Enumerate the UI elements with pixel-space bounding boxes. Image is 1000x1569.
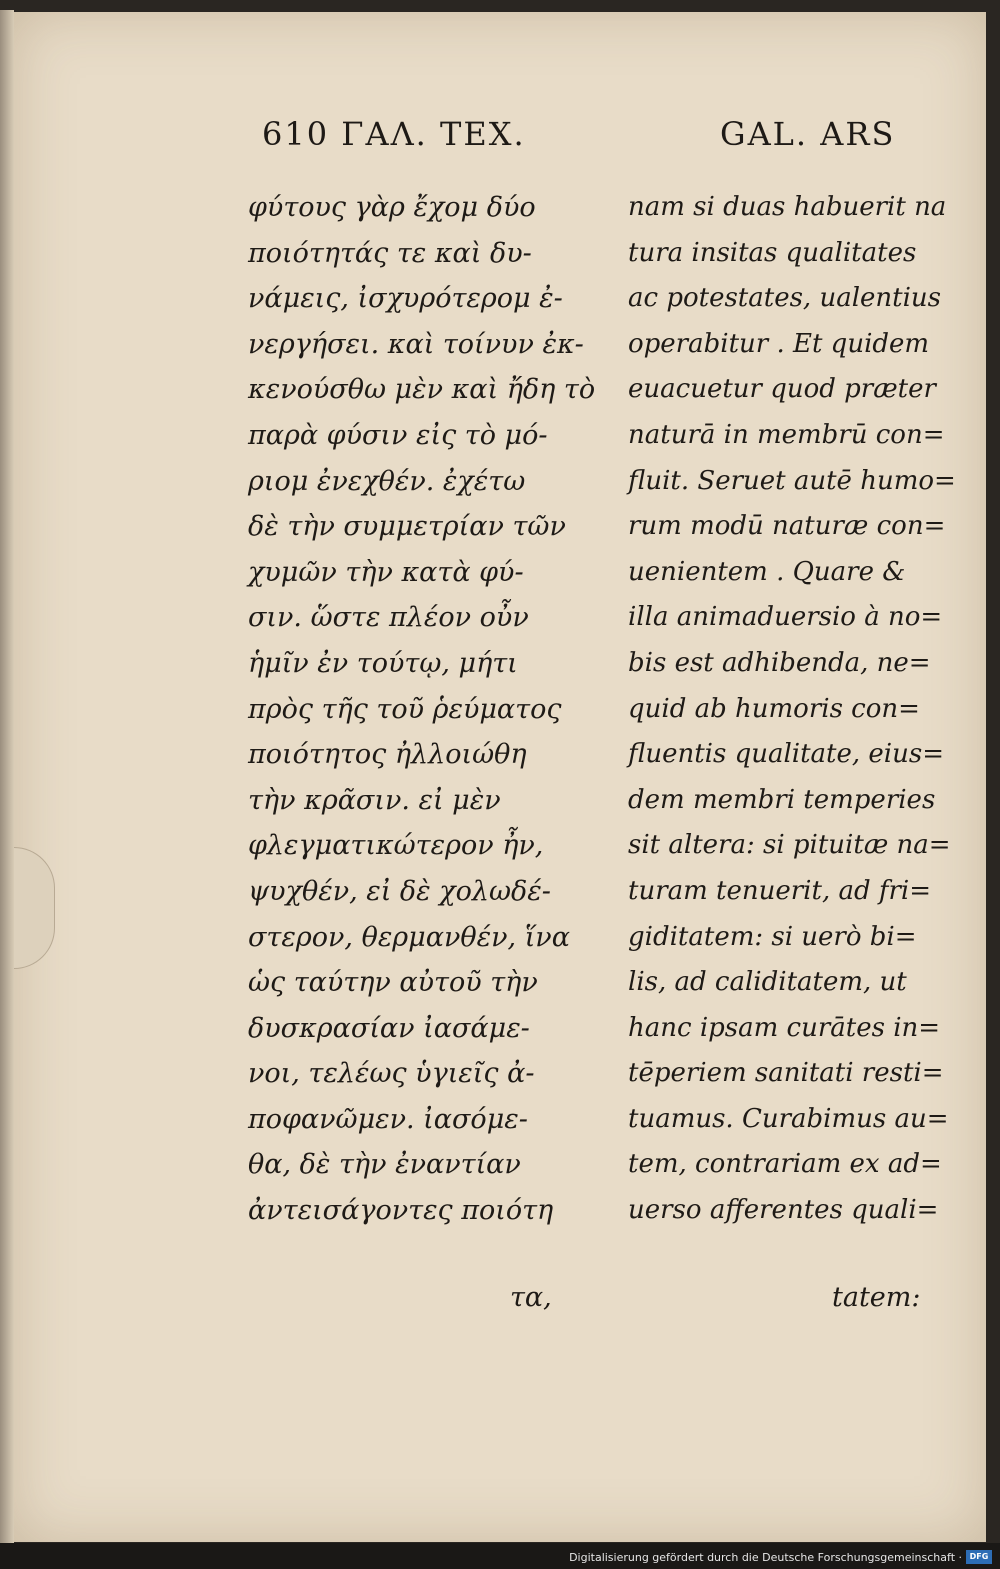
latin-line: tēperiem sanitati resti= — [628, 1058, 944, 1089]
greek-text-column — [248, 185, 598, 1234]
latin-line: giditatem: si uerò bi= — [628, 921, 917, 952]
latin-line: fluentis qualitate, eius= — [628, 739, 944, 770]
latin-line: tura insitas qualitates — [628, 237, 917, 268]
page-tab-notch — [14, 847, 55, 969]
latin-catchword: tatem: — [832, 1282, 921, 1313]
greek-line: ριομ ἐνεχθέν. ἐχέτω — [248, 465, 526, 497]
digitization-footer — [0, 1543, 1000, 1569]
greek-line: φύτους γὰρ ἔχομ δύο — [248, 192, 536, 223]
footer-credit: Digitalisierung gefördert durch die Deutsche Forschungsgemeinschaft · — [569, 1551, 962, 1564]
greek-line: ψυχθέν, εἰ δὲ χολωδέ- — [248, 875, 551, 907]
greek-line: ποιότητος ἠλλοιώθη — [248, 739, 527, 771]
greek-line: παρὰ φύσιν εἰς τὸ μό- — [248, 419, 548, 451]
greek-line: τὴν κρᾶσιν. εἰ μὲν — [248, 784, 501, 816]
latin-line: tem, contrariam ex ad= — [628, 1149, 942, 1180]
greek-line: δυσκρασίαν ἰασάμε- — [248, 1012, 530, 1044]
greek-line: στερον, θερμανθέν, ἵνα — [248, 921, 570, 953]
dfg-logo-icon: DFG — [966, 1550, 992, 1564]
latin-line: sit altera: si pituitæ na= — [628, 830, 951, 861]
latin-line: nam si duas habuerit na — [628, 192, 947, 222]
latin-line: illa animaduersio à no= — [628, 602, 943, 633]
page-header-latin: GAL. ARS — [720, 115, 896, 153]
greek-line: ἀντεισάγοντες ποιότη — [248, 1195, 554, 1227]
latin-line: uenientem . Quare & — [628, 556, 906, 587]
greek-line: ποιότητάς τε καὶ δυ- — [248, 237, 532, 269]
latin-line: uerso afferentes quali= — [628, 1195, 939, 1226]
latin-line: operabitur . Et quidem — [628, 328, 930, 359]
greek-line: σιν. ὥστε πλέον οὖν — [248, 602, 529, 634]
greek-line: νεργήσει. καὶ τοίνυν ἐκ- — [248, 328, 584, 360]
greek-line: πρὸς τῆς τοῦ ῥεύματος — [248, 693, 562, 725]
greek-line: δὲ τὴν συμμετρίαν τῶν — [248, 511, 566, 543]
latin-line: lis, ad caliditatem, ut — [628, 967, 907, 998]
latin-line: ac potestates, ualentius — [628, 283, 942, 314]
greek-catchword: τα, — [510, 1282, 552, 1313]
latin-line: naturā in membrū con= — [628, 419, 945, 450]
greek-line: ποφανῶμεν. ἰασόμε- — [248, 1103, 528, 1135]
greek-line: θα, δὲ τὴν ἐναντίαν — [248, 1149, 521, 1181]
page-edge — [0, 10, 14, 1545]
greek-line: νάμεις, ἰσχυρότερομ ἐ- — [248, 283, 563, 315]
greek-line: ἡμῖν ἐν τούτῳ, μήτι — [248, 647, 518, 679]
latin-line: euacuetur quod præter — [628, 374, 936, 405]
latin-line: hanc ipsam curātes in= — [628, 1012, 941, 1043]
latin-line: rum modū naturæ con= — [628, 511, 946, 542]
latin-text-column — [628, 185, 956, 1234]
latin-line: bis est adhibenda, ne= — [628, 647, 931, 678]
latin-line: quid ab humoris con= — [628, 693, 920, 724]
greek-line: νοι, τελέως ὑγιεῖς ἀ- — [248, 1058, 535, 1090]
latin-line: turam tenuerit, ad fri= — [628, 875, 932, 906]
latin-line: tuamus. Curabimus au= — [628, 1103, 949, 1134]
page-header-greek: 610 ΓΑΛ. ΤΕΧ. — [262, 115, 526, 153]
greek-line: φλεγματικώτερον ἦν, — [248, 830, 544, 862]
greek-line: κενούσθω μὲν καὶ ἤδη τὸ — [248, 374, 596, 406]
greek-line: χυμῶν τὴν κατὰ φύ- — [248, 556, 524, 588]
latin-line: dem membri temperies — [628, 784, 936, 815]
greek-line: ὡς ταύτην αὐτοῦ τὴν — [248, 967, 538, 999]
latin-line: fluit. Seruet autē humo= — [628, 465, 956, 496]
